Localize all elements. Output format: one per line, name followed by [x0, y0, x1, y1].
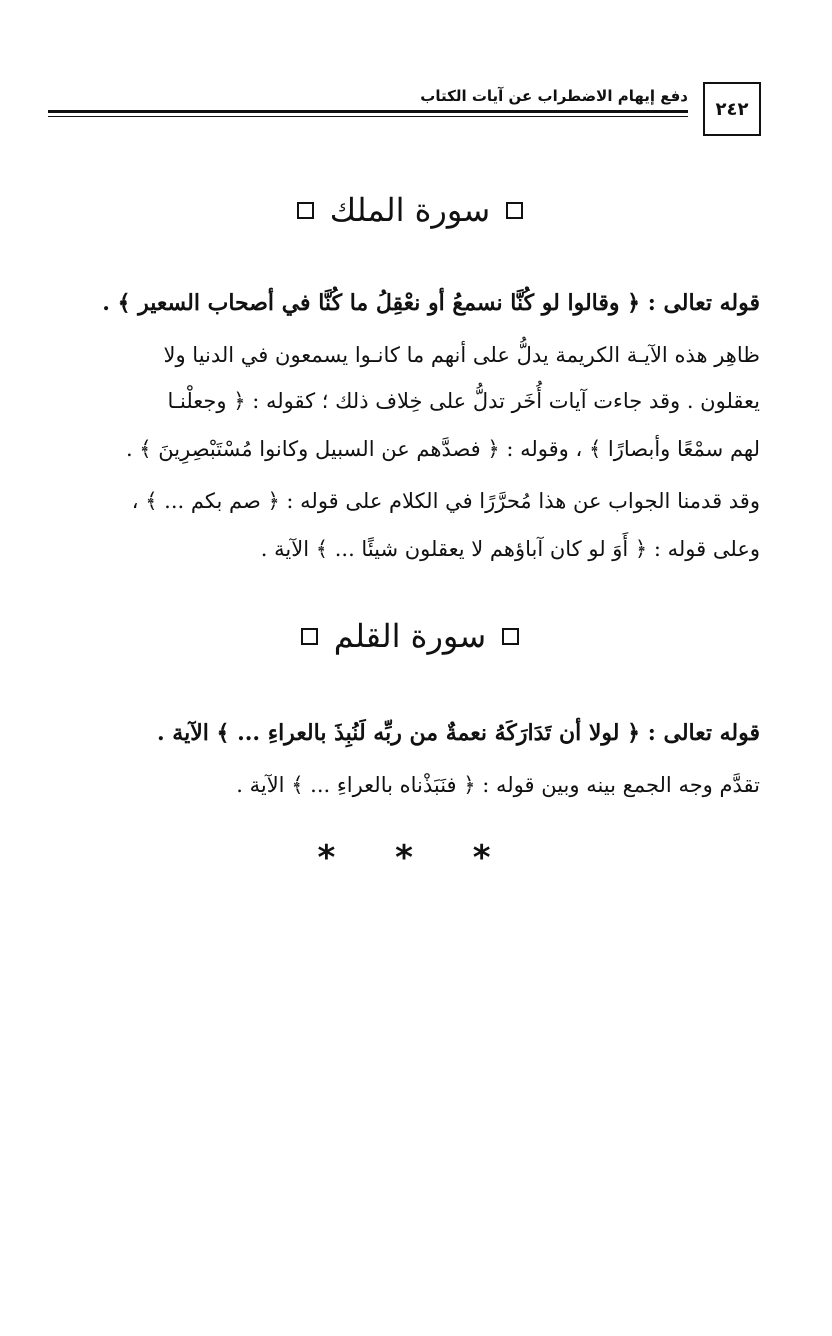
running-head-title: دفع إيهام الاضطراب عن آيات الكتاب: [420, 87, 688, 105]
verse-line-mulk: قوله تعالى : ﴿ وقالوا لو كُنَّا نسمعُ أو نعْقِلُ ما كُنَّا في أصحاب السعير ﴾ .: [102, 290, 760, 316]
page-number: ٢٤٢: [703, 82, 761, 136]
square-ornament-icon: [502, 628, 519, 645]
square-ornament-icon: [301, 628, 318, 645]
header-rule-thin: [48, 116, 688, 117]
body-line: يعقلون . وقد جاءت آيات أُخَر تدلُّ على خِلاف ذلك ؛ كقوله : ﴿ وجعلْنـا: [167, 389, 760, 413]
section-title-text: سورة القلم: [333, 617, 487, 655]
square-ornament-icon: [506, 202, 523, 219]
body-line: وقد قدمنا الجواب عن هذا مُحرَّرًا في الكلام على قوله : ﴿ صم بكم ... ﴾ ،: [131, 489, 760, 513]
section-title-mulk: [60, 190, 760, 230]
body-line: لهم سمْعًا وأبصارًا ﴾ ، وقوله : ﴿ فصدَّهم عن السبيل وكانوا مُسْتَبْصِرِينَ ﴾ .: [125, 437, 760, 461]
verse-line-qalam: قوله تعالى : ﴿ لولا أن تَدَارَكَهُ نعمةٌ من ربِّه لَنُبِذَ بالعراءِ ... ﴾ الآية .: [156, 720, 760, 746]
body-line: تقدَّم وجه الجمع بينه وبين قوله : ﴿ فنَبَذْناه بالعراءِ ... ﴾ الآية .: [236, 773, 760, 797]
separator-stars: * * *: [317, 838, 515, 878]
section-title-qalam: [60, 616, 760, 656]
square-ornament-icon: [297, 202, 314, 219]
section-title-text: سورة الملك: [329, 191, 491, 229]
body-line: ظاهِر هذه الآيـة الكريمة يدلُّ على أنهم ما كانـوا يسمعون في الدنيا ولا: [163, 343, 760, 367]
body-line: وعلى قوله : ﴿ أَوَ لو كان آباؤهم لا يعقلون شيئًا ... ﴾ الآية .: [260, 537, 760, 561]
header-rule-thick: [48, 110, 688, 113]
